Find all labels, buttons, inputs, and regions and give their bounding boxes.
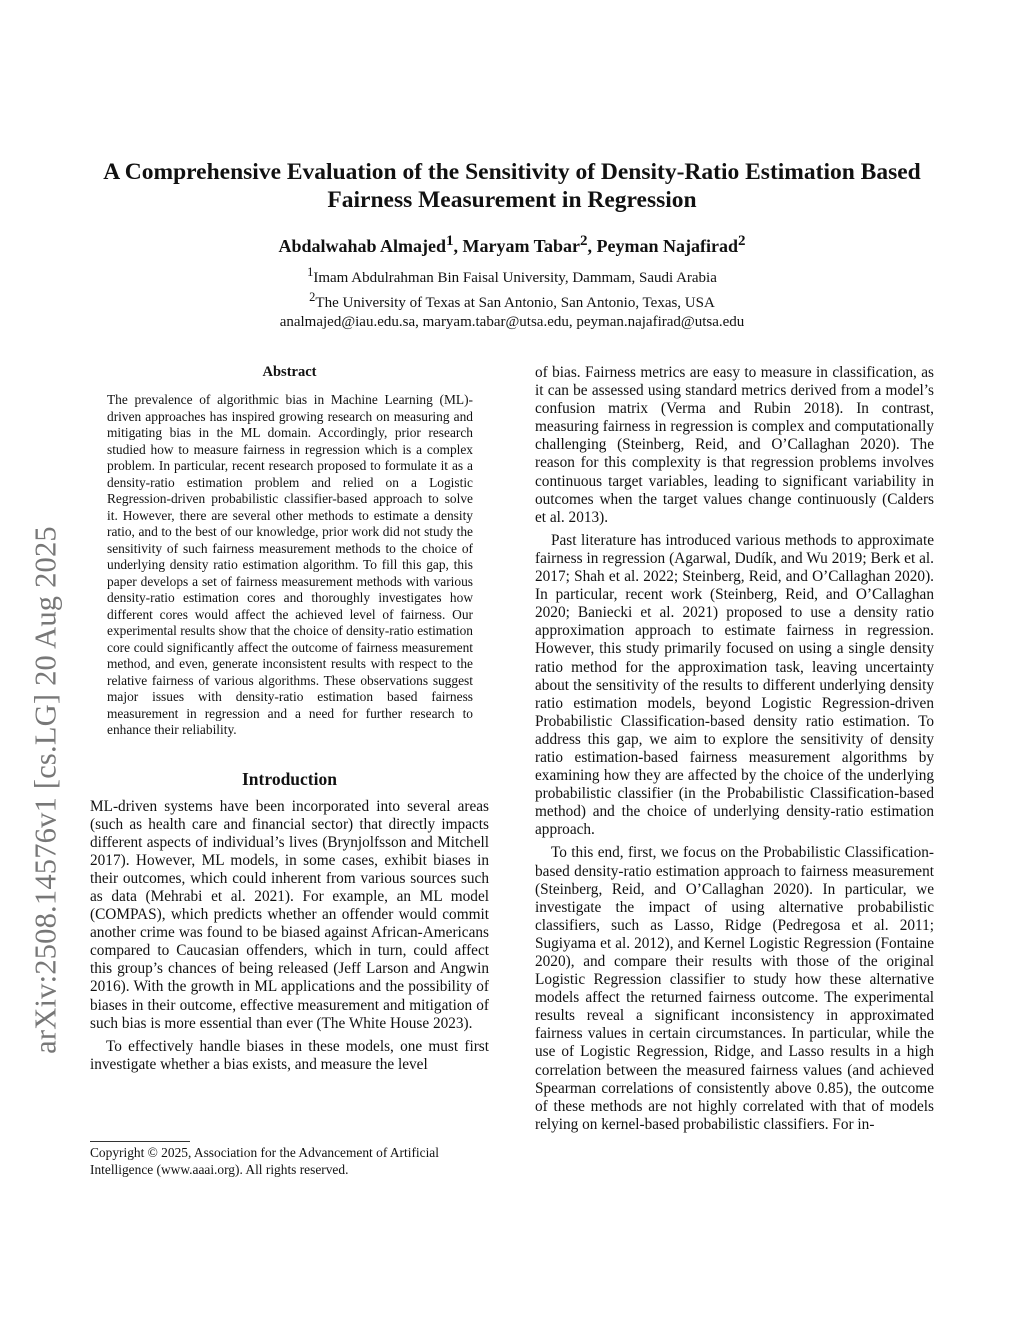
footnote-divider [90, 1141, 190, 1142]
affiliations [60, 263, 964, 332]
affiliation-2 [60, 288, 964, 313]
affiliation-mark: 1 [307, 265, 314, 279]
intro-paragraph-1: ML-driven systems have been incorporated into several areas (such as health care and financial sector) that directly impacts different aspects of individual’s lives (Brynjolfsson and Mitchell 2017). However, ML models, in some cases, exhibit biases in their outcomes, which could inherent from various sources such as data (Mehrabi et al. 2021). For example, an ML model (COMPAS), which predicts whether an offender would commit another crime was found to be biased against African-Americans compared to Caucasian offenders, which in turn, could affect this group’s chances of being released (Jeff Larson and Angwin 2016). With the growth in ML applications and the possibility of biases in their outcome, effective measurement and mitigation of such bias is more essential than ever (The White House 2023). [90, 797, 489, 1032]
abstract-heading: Abstract [262, 364, 317, 380]
author-list: Abdalwahab Almajed$^1$, Maryam Tabar$^2$, Peyman Najafirad$^2$ [278, 233, 746, 256]
affiliation-mark: 2 [309, 290, 316, 304]
author-affiliation-mark: 2 [738, 233, 746, 249]
introduction-heading: Introduction [242, 768, 337, 789]
author-name: Maryam Tabar [462, 236, 581, 256]
author-name: Peyman Najafirad [596, 236, 739, 256]
affiliation-text: The University of Texas at San Antonio, San Antonio, Texas, USA [315, 295, 715, 311]
affiliation-text: Imam Abdulrahman Bin Faisal University, Dammam, Saudi Arabia [313, 270, 717, 286]
author-affiliation-mark: 2 [580, 233, 588, 249]
author-emails: analmajed@iau.edu.sa, maryam.tabar@utsa.edu, peyman.najafirad@utsa.edu [279, 314, 745, 330]
abstract-text: The prevalence of algorithmic bias in Machine Learning (ML)-driven approaches has inspired growing research on measuring and mitigating bias in the ML domain. Accordingly, prior research studied how to measure fairness in regression which is a complex problem. In particular, recent research proposed to formulate it as a density-ratio estimation problem and relied on a Logistic Regression-driven probabilistic classifier-based approach to solve it. However, there are several other methods to estimate a density ratio, and to the best of our knowledge, prior work did not study the sensitivity of such fairness measurement methods to the choice of underlying density ratio estimation algorithm. To fill this gap, this paper develops a set of fairness measurement methods with various density-ratio estimation cores and thoroughly investigates how different cores would affect the achieved level of fairness. Our experimental results show that the choice of density-ratio estimation core could significantly affect the outcome of fairness measurement method, and even, generate inconsistent results with respect to the relative fairness of various algorithms. These observations suggest major issues with density-ratio estimation based fairness measurement in regression and a need for further research to enhance their reliability. [107, 392, 473, 737]
author-name: Abdalwahab Almajed [278, 236, 447, 256]
arxiv-identifier: arXiv:2508.14576v1 [cs.LG] 20 Aug 2025 [28, 526, 63, 1054]
intro-paragraph-2-continued: of bias. Fairness metrics are easy to measure in classification, as it can be assessed using standard metrics derived from a model’s confusion matrix (Verma and Rubin 2018). In contrast, measuring fairness in regression is complex and computationally challenging (Steinberg, Reid, and O’Callaghan 2020). The reason for this complexity is that regression problems involves continuous target variables, leading to significant variability in outcomes when the target values change continuously (Calders et al. 2013). [535, 364, 934, 526]
copyright-line-2: Intelligence (www.aaai.org). All rights reserved. [90, 1161, 349, 1177]
intro-paragraph-2: To effectively handle biases in these models, one must first investigate whether a bias exists, and measure the level [90, 1037, 489, 1073]
intro-paragraph-3: Past literature has introduced various methods to approximate fairness in regression (Agarwal, Dudík, and Wu 2019; Berk et al. 2017; Shah et al. 2022; Steinberg, Reid, and O’Callaghan 2020). In particular, recent work (Steinberg, Reid, and O’Callaghan 2020; Baniecki et al. 2021) proposed to use a density ratio approximation approach to estimate fairness in regression. However, this study primarily focused on using a single density ratio method for the approximation task, leaving uncertainty about the sensitivity of the results to different underlying density ratio estimation models, beyond Logistic Regression-driven Probabilistic Classification-based density ratio estimation. To address this gap, we aim to explore the sensitivity of density ratio estimation-based fairness measurement algorithms by examining how they are affected by the choice of the underlying probabilistic classifier (in the Probabilistic Classification-based method) and the choice of underlying density-ratio estimation approach. [535, 531, 934, 839]
copyright-footnote [90, 1145, 489, 1178]
right-column [535, 364, 934, 1134]
affiliation-1 [60, 263, 964, 288]
author-affiliation-mark: 1 [446, 233, 454, 249]
copyright-line-1: Copyright © 2025, Association for the Advancement of Artificial [90, 1145, 439, 1160]
paper-title: A Comprehensive Evaluation of the Sensitivity of Density-Ratio Estimation Based Fairness Measurement in Regression [103, 159, 921, 213]
intro-paragraph-4: To this end, first, we focus on the Probabilistic Classification-based density-ratio estimation approach to fairness measurement (Steinberg, Reid, and O’Callaghan 2020). In particular, we investigate the impact of using alternative probabilistic classifiers, such as Lasso, Ridge (Pedregosa et al. 2011; Sugiyama et al. 2012), and Kernel Logistic Regression (Fontaine 2020), and compare their results with those of the original Logistic Regression classifier to study how these alternative models affect the returned fairness outcome. The experimental results reveal a significant inconsistency in approximated fairness values in certain circumstances. In particular, while the use of Logistic Regression, Ridge, and Lasso results in a high correlation between the measured fairness values (and achieved Spearman correlations of consistently above 0.85), the outcome of these methods are not highly correlated with that of models relying on kernel-based probabilistic classifiers. For in- [535, 844, 934, 1133]
left-column [90, 364, 489, 1074]
